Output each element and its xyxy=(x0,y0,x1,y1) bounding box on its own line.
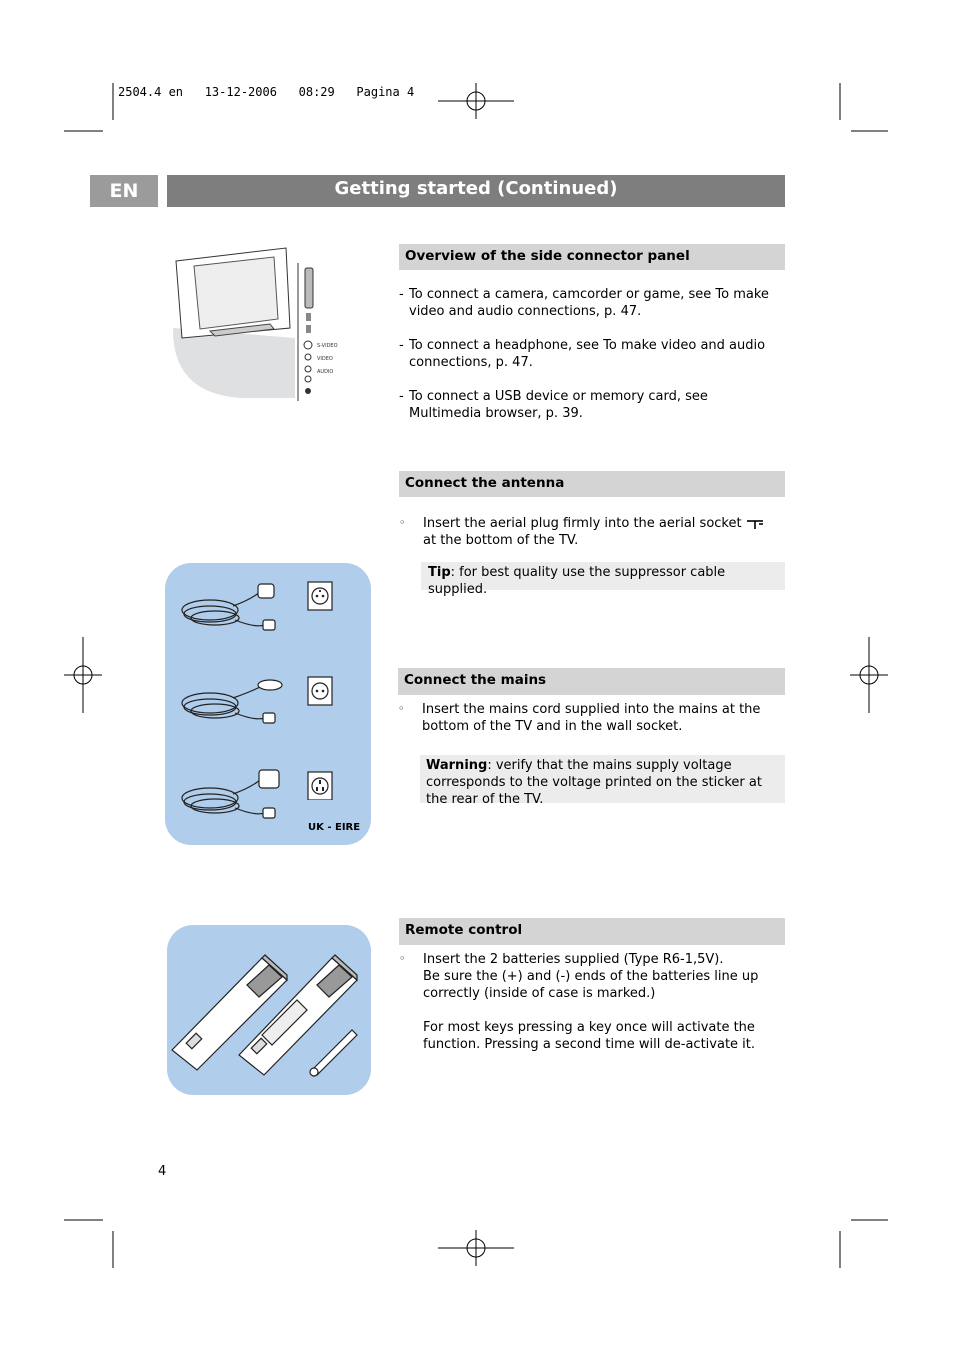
remote-heading: Remote control xyxy=(399,918,785,945)
aerial-socket-icon xyxy=(746,519,764,529)
remote-instruction: ◦ Insert the 2 batteries supplied (Type R6-1,5V). Be sure the (+) and (-) ends of the batteries line up correctly (inside of case is marked.) For most keys pressing a key once will activate the function. Pressing a second time will de-activate it. xyxy=(399,952,759,1052)
tip-box: Tip: for best quality use the suppressor cable supplied. xyxy=(421,562,785,590)
connector-labels xyxy=(317,340,338,379)
overview-heading: Overview of the side connector panel xyxy=(399,244,785,270)
list-item: - To connect a camera, camcorder or game, see To make video and audio connections, p. 47. xyxy=(399,287,769,319)
print-info: 2504.4 en 13-12-2006 08:29 Pagina 4 xyxy=(118,85,415,99)
tv-side-panel-illustration xyxy=(170,243,340,403)
antenna-instruction: ◦ Insert the aerial plug firmly into the aerial socket at the bottom of the TV. xyxy=(399,515,780,549)
wall-socket-icon xyxy=(306,580,336,800)
language-tab: EN xyxy=(90,175,158,207)
list-item: - To connect a USB device or memory card, see Multimedia browser, p. 39. xyxy=(399,389,708,421)
svideo-label: S-VIDEO xyxy=(317,343,338,349)
power-cords-icon xyxy=(175,570,365,830)
video-label: VIDEO xyxy=(317,356,333,362)
overview-list xyxy=(399,286,779,422)
uk-eire-label: UK - EIRE xyxy=(308,822,361,833)
audio-label: AUDIO xyxy=(317,369,334,375)
warning-box: Warning: verify that the mains supply voltage corresponds to the voltage printed on the sticker at the rear of the TV. xyxy=(420,755,785,803)
remote-control-icon xyxy=(167,925,371,1095)
list-item: - To connect a headphone, see To make video and audio connections, p. 47. xyxy=(399,338,766,370)
page-number: 4 xyxy=(158,1164,167,1179)
mains-instruction: ◦ Insert the mains cord supplied into the mains at the bottom of the TV and in the wall socket. xyxy=(398,702,761,734)
mains-heading: Connect the mains xyxy=(398,668,785,695)
page-title: Getting started (Continued) xyxy=(167,175,785,207)
antenna-heading: Connect the antenna xyxy=(399,471,785,497)
